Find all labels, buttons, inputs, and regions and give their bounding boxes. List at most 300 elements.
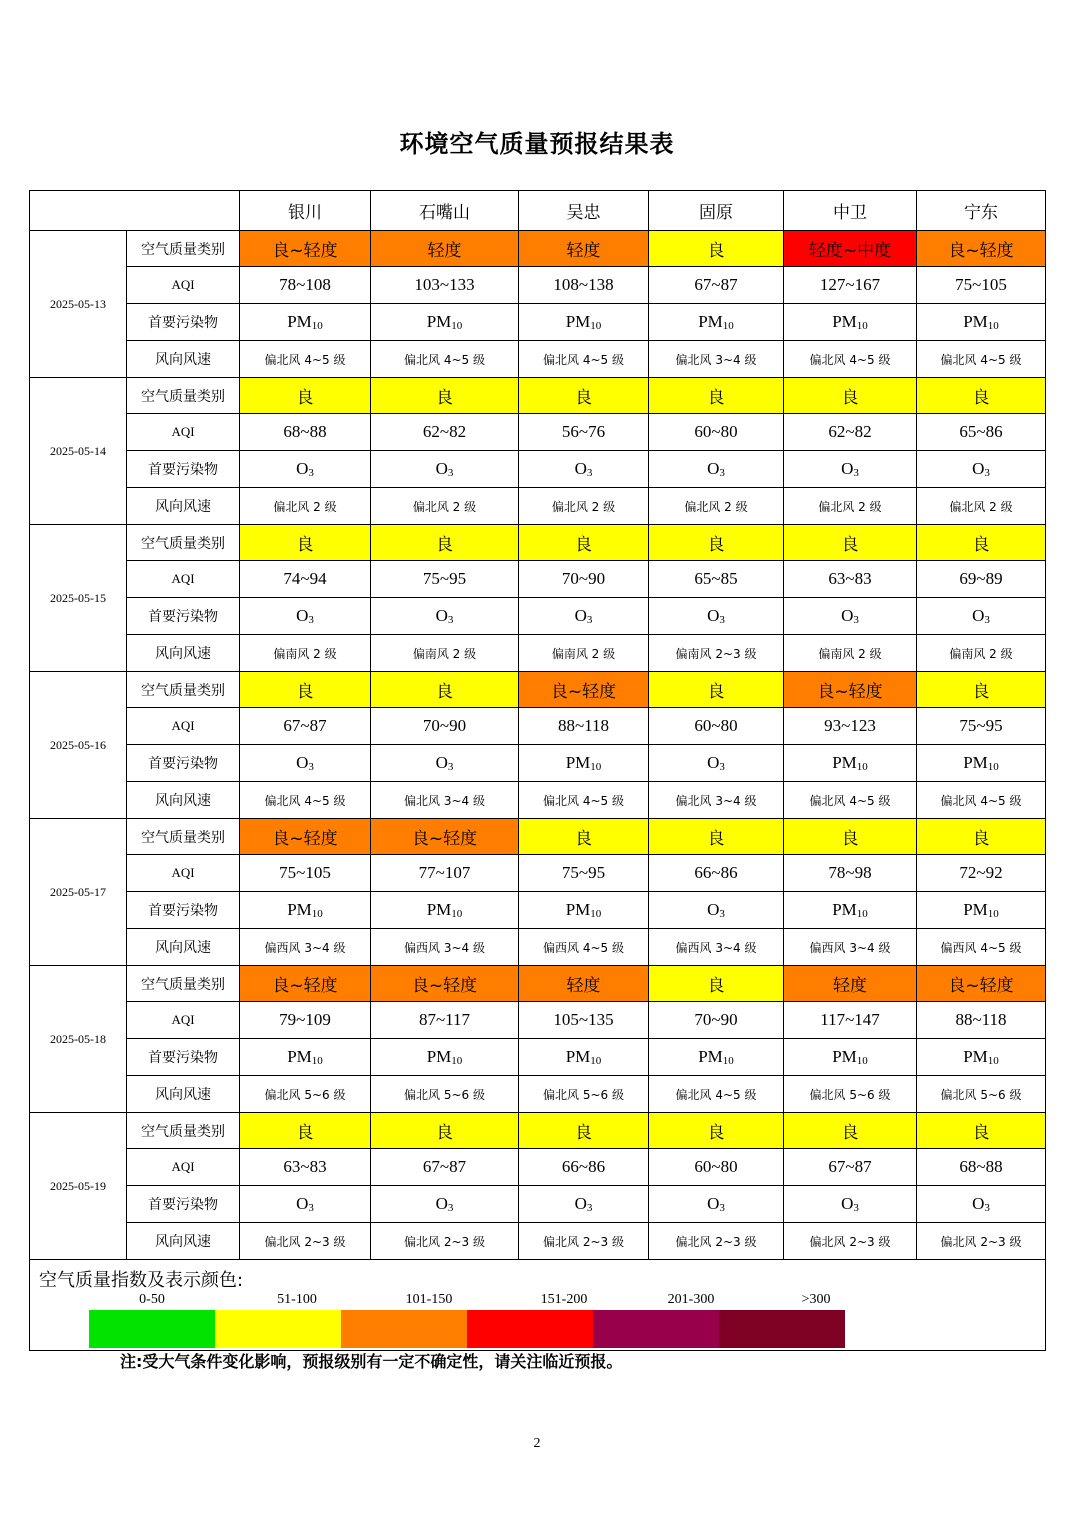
category-cell: 良 [649, 231, 784, 267]
aqi-cell: 75~95 [917, 708, 1046, 745]
row-label-pollutant: 首要污染物 [127, 1186, 240, 1223]
category-cell: 良 [917, 378, 1046, 414]
pollutant-name: PM [565, 900, 591, 919]
page-title: 环境空气质量预报结果表 [399, 130, 675, 158]
pollutant-subscript: 3 [719, 761, 725, 773]
category-cell: 良 [784, 819, 917, 855]
wind-cell: 偏北风 2 级 [519, 488, 649, 525]
category-cell: 良 [519, 525, 649, 561]
pollutant-name: O [841, 1194, 854, 1213]
aqi-cell: 75~105 [240, 855, 371, 892]
aqi-cell: 88~118 [519, 708, 649, 745]
row-label-aqi: AQI [127, 414, 240, 451]
pollutant-cell [784, 451, 917, 488]
wind-cell: 偏西风 3~4 级 [240, 929, 371, 966]
wind-cell: 偏西风 4~5 级 [519, 929, 649, 966]
pollutant-name: O [574, 1194, 587, 1213]
row-label-wind: 风向风速 [127, 782, 240, 819]
pollutant-name: O [296, 606, 309, 625]
pollutant-name: O [707, 606, 720, 625]
pollutant-cell [649, 1039, 784, 1076]
pollutant-cell [519, 745, 649, 782]
category-cell: 轻度 [371, 231, 519, 267]
pollutant-cell [784, 892, 917, 929]
legend-label: 51-100 [277, 1292, 317, 1307]
wind-cell: 偏北风 2 级 [784, 488, 917, 525]
row-label-wind: 风向风速 [127, 1223, 240, 1260]
wind-cell: 偏北风 4~5 级 [917, 341, 1046, 378]
legend-title: 空气质量指数及表示颜色: [39, 1270, 244, 1291]
legend-label: 101-150 [405, 1292, 453, 1307]
forecast-row-pollutant [30, 451, 1046, 488]
wind-cell: 偏北风 2 级 [371, 488, 519, 525]
pollutant-cell [371, 745, 519, 782]
pollutant-subscript: 3 [586, 1202, 593, 1214]
forecast-row-pollutant [30, 1039, 1046, 1076]
wind-cell: 偏西风 3~4 级 [371, 929, 519, 966]
pollutant-subscript: 10 [856, 320, 868, 332]
forecast-row-pollutant [30, 598, 1046, 635]
pollutant-subscript: 3 [719, 1202, 725, 1214]
pollutant-cell [371, 451, 519, 488]
city-header: 银川 [240, 191, 371, 231]
pollutant-name: PM [832, 900, 857, 919]
pollutant-name: O [707, 753, 720, 772]
pollutant-subscript: 10 [451, 908, 463, 920]
pollutant-name: O [296, 753, 309, 772]
row-label-pollutant: 首要污染物 [127, 745, 240, 782]
aqi-cell: 60~80 [649, 414, 784, 451]
header-blank-cell [30, 191, 240, 231]
row-label-category: 空气质量类别 [127, 819, 240, 855]
row-label-aqi: AQI [127, 855, 240, 892]
wind-cell: 偏北风 2 级 [649, 488, 784, 525]
forecast-row-category [30, 966, 1046, 1002]
legend-swatch [467, 1310, 593, 1348]
forecast-row-wind [30, 1223, 1046, 1260]
category-cell: 轻度~中度 [784, 231, 917, 267]
category-cell: 良 [917, 819, 1046, 855]
category-cell: 良~轻度 [917, 966, 1046, 1002]
pollutant-name: PM [287, 312, 312, 331]
aqi-cell: 75~95 [371, 561, 519, 598]
wind-cell: 偏南风 2 级 [519, 635, 649, 672]
pollutant-cell [784, 1039, 917, 1076]
aqi-cell: 75~105 [917, 267, 1046, 304]
pollutant-cell [917, 892, 1046, 929]
aqi-cell: 66~86 [519, 1149, 649, 1186]
category-cell: 良 [371, 1113, 519, 1149]
pollutant-name: O [296, 1194, 309, 1213]
forecast-row-aqi [30, 414, 1046, 451]
forecast-row-aqi [30, 708, 1046, 745]
pollutant-name: O [972, 459, 985, 478]
aqi-cell: 67~87 [784, 1149, 917, 1186]
pollutant-name: PM [698, 312, 723, 331]
wind-cell: 偏北风 4~5 级 [519, 341, 649, 378]
category-cell: 良 [784, 525, 917, 561]
forecast-row-wind [30, 929, 1046, 966]
pollutant-subscript: 3 [719, 614, 725, 626]
category-cell: 良 [649, 1113, 784, 1149]
pollutant-cell [371, 598, 519, 635]
wind-cell: 偏北风 2~3 级 [240, 1223, 371, 1260]
city-header: 吴忠 [519, 191, 649, 231]
row-label-category: 空气质量类别 [127, 525, 240, 561]
pollutant-cell [240, 598, 371, 635]
forecast-row-wind [30, 341, 1046, 378]
pollutant-cell [649, 745, 784, 782]
wind-cell: 偏北风 3~4 级 [649, 341, 784, 378]
pollutant-cell [917, 1039, 1046, 1076]
pollutant-cell [649, 892, 784, 929]
aqi-cell: 60~80 [649, 708, 784, 745]
wind-cell: 偏北风 4~5 级 [519, 782, 649, 819]
aqi-cell: 117~147 [784, 1002, 917, 1039]
category-cell: 良 [649, 525, 784, 561]
pollutant-name: PM [565, 1047, 591, 1066]
forecast-row-category [30, 231, 1046, 267]
pollutant-subscript: 3 [308, 761, 314, 773]
aqi-cell: 105~135 [519, 1002, 649, 1039]
pollutant-cell [519, 892, 649, 929]
wind-cell: 偏北风 2~3 级 [519, 1223, 649, 1260]
forecast-row-category [30, 819, 1046, 855]
forecast-table [29, 190, 1046, 1351]
category-cell: 良 [371, 378, 519, 414]
city-header: 宁东 [917, 191, 1046, 231]
wind-cell: 偏西风 3~4 级 [784, 929, 917, 966]
legend-swatch [593, 1310, 719, 1348]
pollutant-name: O [707, 459, 720, 478]
pollutant-subscript: 10 [856, 908, 868, 920]
wind-cell: 偏北风 4~5 级 [784, 782, 917, 819]
pollutant-name: PM [426, 900, 452, 919]
row-label-wind: 风向风速 [127, 635, 240, 672]
row-label-pollutant: 首要污染物 [127, 451, 240, 488]
category-cell: 良 [240, 378, 371, 414]
pollutant-name: PM [426, 1047, 452, 1066]
category-cell: 良 [917, 525, 1046, 561]
page-number: 2 [533, 1436, 541, 1451]
pollutant-subscript: 10 [856, 761, 868, 773]
row-label-category: 空气质量类别 [127, 672, 240, 708]
pollutant-cell [519, 1186, 649, 1223]
pollutant-subscript: 10 [590, 1055, 602, 1067]
category-cell: 轻度 [519, 966, 649, 1002]
aqi-cell: 78~108 [240, 267, 371, 304]
category-cell: 轻度 [519, 231, 649, 267]
wind-cell: 偏北风 4~5 级 [371, 341, 519, 378]
forecast-row-pollutant [30, 1186, 1046, 1223]
aqi-cell: 108~138 [519, 267, 649, 304]
forecast-row-aqi [30, 267, 1046, 304]
pollutant-subscript: 10 [311, 320, 323, 332]
aqi-cell: 56~76 [519, 414, 649, 451]
pollutant-subscript: 3 [853, 467, 859, 479]
pollutant-cell [519, 598, 649, 635]
pollutant-name: O [841, 606, 854, 625]
forecast-row-category [30, 378, 1046, 414]
aqi-cell: 70~90 [519, 561, 649, 598]
city-header: 石嘴山 [371, 191, 519, 231]
aqi-cell: 65~86 [917, 414, 1046, 451]
aqi-cell: 93~123 [784, 708, 917, 745]
pollutant-cell [784, 598, 917, 635]
pollutant-subscript: 10 [451, 1055, 463, 1067]
date-cell: 2025-05-17 [30, 819, 127, 966]
row-label-aqi: AQI [127, 708, 240, 745]
pollutant-cell [371, 1039, 519, 1076]
pollutant-subscript: 3 [984, 614, 990, 626]
pollutant-subscript: 3 [308, 614, 314, 626]
forecast-row-wind [30, 782, 1046, 819]
aqi-cell: 127~167 [784, 267, 917, 304]
pollutant-name: O [574, 606, 587, 625]
pollutant-name: PM [565, 753, 591, 772]
forecast-row-category [30, 672, 1046, 708]
city-header: 中卫 [784, 191, 917, 231]
aqi-cell: 68~88 [917, 1149, 1046, 1186]
category-cell: 轻度 [784, 966, 917, 1002]
category-cell: 良 [519, 819, 649, 855]
pollutant-subscript: 10 [590, 761, 602, 773]
pollutant-subscript: 10 [856, 1055, 868, 1067]
row-label-category: 空气质量类别 [127, 378, 240, 414]
forecast-row-aqi [30, 1149, 1046, 1186]
wind-cell: 偏北风 2~3 级 [649, 1223, 784, 1260]
pollutant-subscript: 10 [722, 320, 734, 332]
legend-cell [30, 1260, 1046, 1351]
wind-cell: 偏北风 4~5 级 [240, 782, 371, 819]
pollutant-cell [649, 304, 784, 341]
aqi-cell: 77~107 [371, 855, 519, 892]
aqi-cell: 62~82 [371, 414, 519, 451]
pollutant-name: PM [287, 1047, 312, 1066]
pollutant-name: PM [426, 312, 452, 331]
pollutant-subscript: 3 [853, 614, 859, 626]
aqi-cell: 65~85 [649, 561, 784, 598]
aqi-cell: 67~87 [240, 708, 371, 745]
pollutant-name: PM [832, 753, 857, 772]
wind-cell: 偏北风 4~5 级 [784, 341, 917, 378]
wind-cell: 偏北风 3~4 级 [649, 782, 784, 819]
aqi-cell: 63~83 [784, 561, 917, 598]
aqi-cell: 74~94 [240, 561, 371, 598]
category-cell: 良~轻度 [240, 966, 371, 1002]
row-label-wind: 风向风速 [127, 1076, 240, 1113]
date-cell: 2025-05-14 [30, 378, 127, 525]
category-cell: 良 [240, 1113, 371, 1149]
category-cell: 良 [784, 1113, 917, 1149]
category-cell: 良 [649, 819, 784, 855]
wind-cell: 偏北风 2~3 级 [784, 1223, 917, 1260]
pollutant-name: O [435, 1194, 448, 1213]
wind-cell: 偏北风 2 级 [240, 488, 371, 525]
legend-swatch [719, 1310, 845, 1348]
legend-labels [89, 1292, 889, 1310]
aqi-cell: 87~117 [371, 1002, 519, 1039]
pollutant-cell [240, 892, 371, 929]
category-cell: 良 [649, 672, 784, 708]
forecast-row-pollutant [30, 304, 1046, 341]
category-cell: 良~轻度 [371, 819, 519, 855]
pollutant-subscript: 10 [590, 908, 602, 920]
pollutant-subscript: 10 [451, 320, 463, 332]
category-cell: 良~轻度 [519, 672, 649, 708]
legend-swatch [215, 1310, 341, 1348]
pollutant-subscript: 3 [447, 467, 454, 479]
row-label-aqi: AQI [127, 1002, 240, 1039]
aqi-cell: 78~98 [784, 855, 917, 892]
aqi-cell: 66~86 [649, 855, 784, 892]
wind-cell: 偏南风 2~3 级 [649, 635, 784, 672]
pollutant-cell [240, 1039, 371, 1076]
category-cell: 良 [240, 525, 371, 561]
pollutant-name: PM [832, 1047, 857, 1066]
aqi-cell: 67~87 [371, 1149, 519, 1186]
row-label-category: 空气质量类别 [127, 1113, 240, 1149]
category-cell: 良~轻度 [371, 966, 519, 1002]
category-cell: 良 [917, 672, 1046, 708]
forecast-row-aqi [30, 855, 1046, 892]
forecast-row-pollutant [30, 892, 1046, 929]
row-label-wind: 风向风速 [127, 929, 240, 966]
pollutant-subscript: 10 [590, 320, 602, 332]
forecast-row-category [30, 1113, 1046, 1149]
pollutant-subscript: 3 [447, 1202, 454, 1214]
date-cell: 2025-05-13 [30, 231, 127, 378]
pollutant-subscript: 3 [586, 614, 593, 626]
wind-cell: 偏南风 2 级 [371, 635, 519, 672]
wind-cell: 偏北风 5~6 级 [519, 1076, 649, 1113]
pollutant-subscript: 3 [719, 908, 725, 920]
category-cell: 良 [519, 378, 649, 414]
legend-swatch [341, 1310, 467, 1348]
forecast-row-wind [30, 635, 1046, 672]
wind-cell: 偏北风 5~6 级 [371, 1076, 519, 1113]
pollutant-name: O [841, 459, 854, 478]
aqi-cell: 103~133 [371, 267, 519, 304]
pollutant-cell [240, 1186, 371, 1223]
category-cell: 良~轻度 [240, 231, 371, 267]
forecast-row-aqi [30, 561, 1046, 598]
pollutant-name: O [707, 1194, 720, 1213]
wind-cell: 偏西风 3~4 级 [649, 929, 784, 966]
aqi-cell: 75~95 [519, 855, 649, 892]
legend-label: >300 [801, 1292, 831, 1307]
aqi-cell: 67~87 [649, 267, 784, 304]
pollutant-cell [240, 745, 371, 782]
pollutant-name: O [707, 900, 720, 919]
pollutant-name: PM [565, 312, 591, 331]
pollutant-subscript: 3 [447, 614, 454, 626]
category-cell: 良 [240, 672, 371, 708]
wind-cell: 偏北风 5~6 级 [917, 1076, 1046, 1113]
pollutant-name: O [972, 1194, 985, 1213]
aqi-cell: 63~83 [240, 1149, 371, 1186]
pollutant-cell [371, 304, 519, 341]
date-cell: 2025-05-16 [30, 672, 127, 819]
row-label-aqi: AQI [127, 561, 240, 598]
wind-cell: 偏北风 4~5 级 [649, 1076, 784, 1113]
category-cell: 良~轻度 [917, 231, 1046, 267]
pollutant-name: PM [963, 753, 988, 772]
category-cell: 良 [917, 1113, 1046, 1149]
wind-cell: 偏北风 4~5 级 [917, 782, 1046, 819]
pollutant-subscript: 10 [987, 908, 999, 920]
pollutant-name: PM [698, 1047, 723, 1066]
row-label-pollutant: 首要污染物 [127, 892, 240, 929]
aqi-cell: 68~88 [240, 414, 371, 451]
category-cell: 良 [371, 525, 519, 561]
aqi-cell: 70~90 [649, 1002, 784, 1039]
pollutant-subscript: 3 [984, 1202, 990, 1214]
footnote: 注:受大气条件变化影响，预报级别有一定不确定性，请关注临近预报。 [120, 1352, 623, 1371]
pollutant-cell [649, 598, 784, 635]
pollutant-cell [371, 892, 519, 929]
pollutant-cell [240, 304, 371, 341]
date-cell: 2025-05-19 [30, 1113, 127, 1260]
wind-cell: 偏北风 5~6 级 [240, 1076, 371, 1113]
pollutant-subscript: 10 [722, 1055, 734, 1067]
legend-swatch [89, 1310, 215, 1348]
aqi-cell: 88~118 [917, 1002, 1046, 1039]
pollutant-subscript: 3 [586, 467, 593, 479]
legend-color-bar [89, 1310, 845, 1348]
row-label-category: 空气质量类别 [127, 231, 240, 267]
aqi-cell: 79~109 [240, 1002, 371, 1039]
wind-cell: 偏北风 4~5 级 [240, 341, 371, 378]
category-cell: 良 [649, 966, 784, 1002]
forecast-row-aqi [30, 1002, 1046, 1039]
legend-label: 0-50 [139, 1292, 165, 1307]
pollutant-cell [917, 745, 1046, 782]
pollutant-cell [917, 598, 1046, 635]
pollutant-cell [519, 451, 649, 488]
aqi-cell: 62~82 [784, 414, 917, 451]
pollutant-cell [917, 304, 1046, 341]
pollutant-subscript: 3 [308, 467, 314, 479]
wind-cell: 偏北风 2~3 级 [371, 1223, 519, 1260]
pollutant-name: PM [287, 900, 312, 919]
aqi-cell: 60~80 [649, 1149, 784, 1186]
city-header: 固原 [649, 191, 784, 231]
pollutant-cell [917, 451, 1046, 488]
pollutant-subscript: 3 [853, 1202, 859, 1214]
pollutant-subscript: 3 [447, 761, 454, 773]
pollutant-subscript: 10 [311, 908, 323, 920]
row-label-wind: 风向风速 [127, 341, 240, 378]
pollutant-cell [784, 304, 917, 341]
wind-cell: 偏西风 4~5 级 [917, 929, 1046, 966]
pollutant-cell [917, 1186, 1046, 1223]
date-cell: 2025-05-15 [30, 525, 127, 672]
pollutant-name: PM [963, 312, 988, 331]
pollutant-name: O [296, 459, 309, 478]
forecast-row-category [30, 525, 1046, 561]
row-label-pollutant: 首要污染物 [127, 304, 240, 341]
row-label-pollutant: 首要污染物 [127, 598, 240, 635]
wind-cell: 偏北风 5~6 级 [784, 1076, 917, 1113]
category-cell: 良 [519, 1113, 649, 1149]
pollutant-name: O [574, 459, 587, 478]
pollutant-cell [519, 1039, 649, 1076]
category-cell: 良 [649, 378, 784, 414]
forecast-row-wind [30, 488, 1046, 525]
wind-cell: 偏北风 2~3 级 [917, 1223, 1046, 1260]
wind-cell: 偏南风 2 级 [917, 635, 1046, 672]
